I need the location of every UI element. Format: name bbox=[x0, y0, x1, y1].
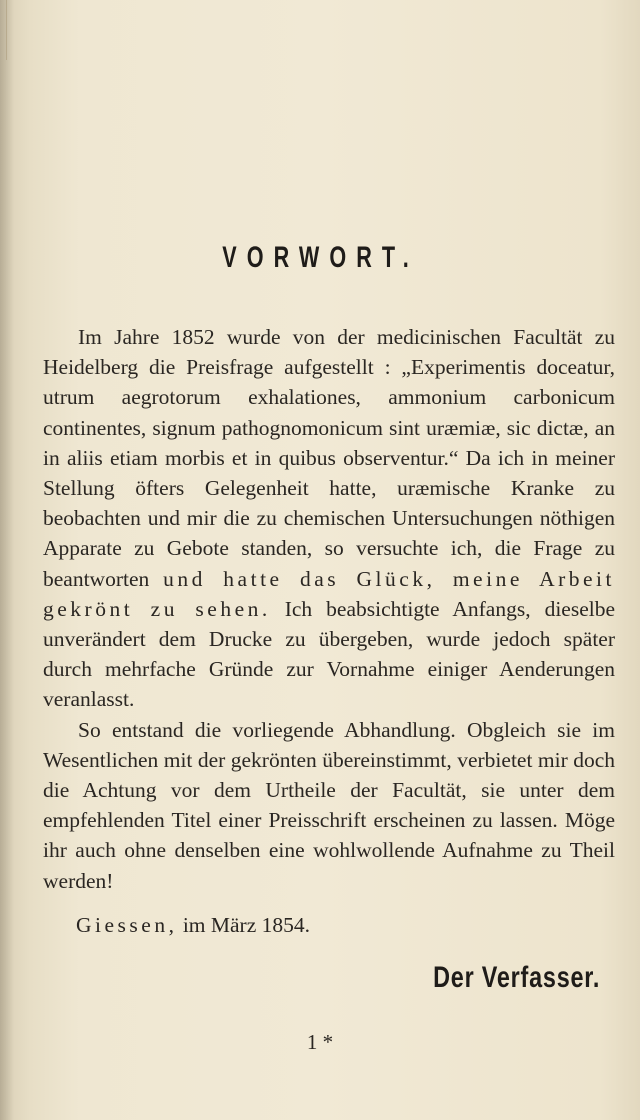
paragraph-1 bbox=[43, 322, 615, 715]
binding-shadow bbox=[0, 0, 14, 1120]
paragraph-1-spaced: und hatte das Glück, meine Arbeit gekrönt zu sehen. bbox=[43, 566, 615, 621]
sheet-signature-mark: 1 * bbox=[306, 1030, 334, 1054]
page-edge-mark bbox=[0, 0, 7, 60]
paragraph-1-part-1: Im Jahre 1852 wurde von der medicinischen Facultät zu Heidelberg die Preisfrage aufgestellt : „Experimentis doceatur, utrum aegrotorum exhalationes, ammonium carbonicum continentes, signum pathognomonicum sint uræmiæ, sic dictæ, an in aliis etiam morbis et in quibus observentur.“ Da ich in meiner Stellung öfters Gelegenheit hatte, uræmische Kranke zu beobachten und mir die zu chemischen Untersuchungen nöthigen Apparate zu Gebote standen, so versuchte ich, die Frage zu beantworten bbox=[43, 325, 615, 591]
author-signature: Der Verfasser. bbox=[432, 961, 600, 994]
page-heading: VORWORT. bbox=[222, 241, 419, 274]
paragraph-2: So entstand die vorliegende Abhandlung. Obgleich sie im Wesentlichen mit der gekrönten übereinstimmt, verbietet mir doch die Achtung vor dem Urtheile der Facultät, sie unter dem empfehlenden Titel einer Preisschrift erscheinen zu lassen. Möge ihr auch ohne denselben eine wohlwollende Aufnahme zu Theil werden! bbox=[43, 717, 615, 893]
preface-body bbox=[43, 322, 615, 940]
date-text: im März 1854. bbox=[182, 912, 311, 937]
paragraph-1-part-2: Ich beabsichtigte Anfangs, dieselbe unverändert dem Drucke zu übergeben, wurde jedoch später durch mehrfache Gründe zur Vornahme einiger Aenderungen veranlasst. bbox=[43, 596, 616, 712]
place-name: Giessen, bbox=[76, 912, 178, 937]
place-date-line bbox=[43, 910, 615, 940]
